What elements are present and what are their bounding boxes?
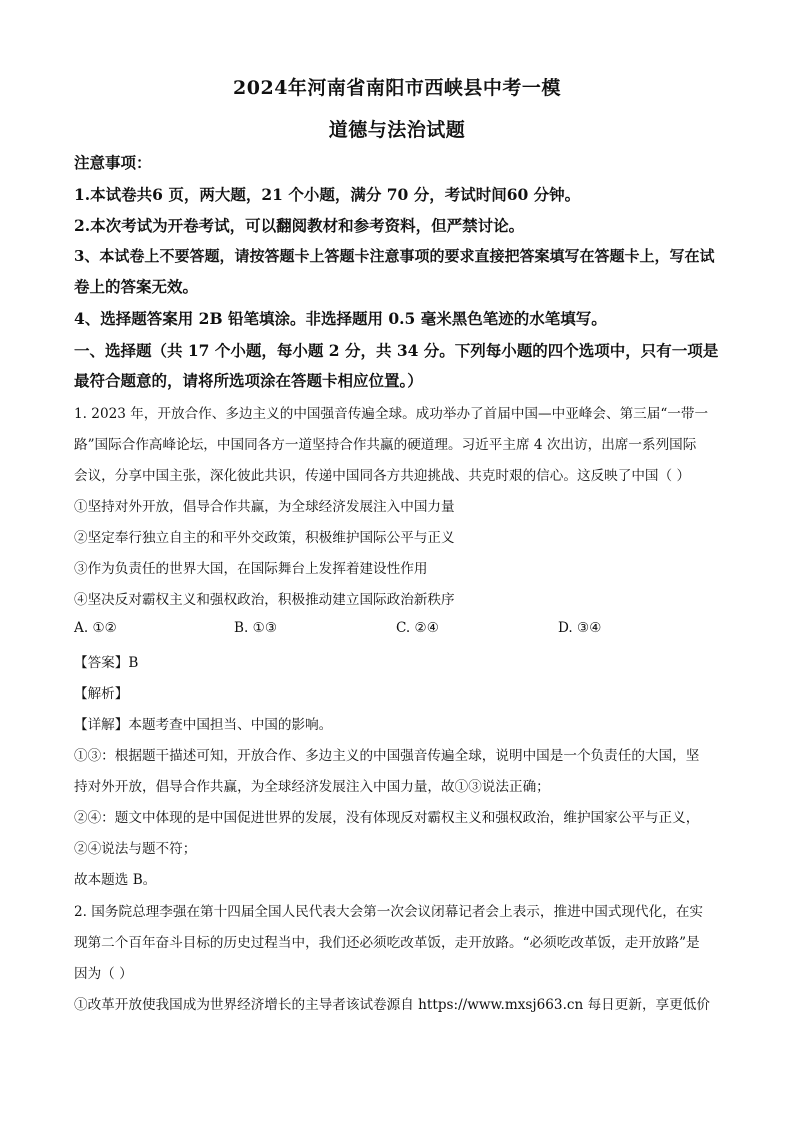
q1-detail: 持对外开放，倡导合作共赢，为全球经济发展注入中国力量，故①③说法正确； (74, 779, 550, 795)
q2-stem: 2. 国务院总理李强在第十四届全国人民代表大会第一次会议闭幕记者会上表示，推进中国式现代化，在实 (74, 904, 704, 920)
q1-detail: 【详解】本题考查中国担当、中国的影响。 (74, 717, 333, 733)
q1-stem: 1. 2023 年，开放合作、多边主义的中国强音传遍全球。成功举办了首届中国—中亚峰会、第三届“一带一 (74, 406, 709, 422)
notes-heading: 注意事项： (74, 153, 152, 172)
exam-title: 2024年河南省南阳市西峡县中考一模 (233, 77, 561, 99)
q2-statement: ①改革开放使我国成为世界经济增长的主导者该试卷源自 https://www.mxsj663.cn 每日更新，享更低价 (74, 997, 710, 1013)
q1-analysis-label: 【解析】 (74, 686, 129, 702)
q1-option-b: B. ①③ (234, 620, 278, 636)
q1-detail: ②④：题文中体现的是中国促进世界的发展，没有体现反对霸权主义和强权政治，维护国家公平与正义， (74, 810, 700, 826)
q1-option-c: C. ②④ (396, 620, 439, 636)
note-item: 4、选择题答案用 2B 铅笔填涂。非选择题用 0.5 毫米黑色笔迹的水笔填写。 (74, 309, 607, 328)
q1-option-d: D. ③④ (558, 620, 602, 636)
q1-stem: 会议，分享中国主张，深化彼此共识，传递中国同各方共迎挑战、共克时艰的信心。这反映了中国（ ） (74, 468, 691, 484)
q2-stem: 因为（ ） (74, 966, 133, 982)
q1-answer: 【答案】B (74, 655, 139, 671)
q1-statement: ③作为负责任的世界大国，在国际舞台上发挥着建设性作用 (74, 561, 428, 577)
q1-detail: ①③：根据题干描述可知，开放合作、多边主义的中国强音传遍全球，说明中国是一个负责任的大国，坚 (74, 748, 700, 764)
q1-statement: ①坚持对外开放，倡导合作共赢，为全球经济发展注入中国力量 (74, 499, 455, 515)
q1-statement: ④坚决反对霸权主义和强权政治，积极推动建立国际政治新秩序 (74, 592, 455, 608)
note-item: 2.本次考试为开卷考试，可以翻阅教材和参考资料，但严禁讨论。 (74, 216, 525, 235)
note-item: 3、本试卷上不要答题，请按答题卡上答题卡注意事项的要求直接把答案填写在答题卡上，写在试 (74, 247, 715, 265)
section-heading-cont: 最符合题意的，请将所选项涂在答题卡相应位置。） (74, 371, 423, 390)
q1-option-a: A. ①② (74, 620, 117, 636)
note-item: 卷上的答案无效。 (74, 277, 199, 296)
section-heading: 一、选择题（共 17 个小题，每小题 2 分，共 34 分。下列每小题的四个选项中，只有一项是 (74, 341, 719, 360)
q1-detail: 故本题选 B。 (74, 872, 157, 888)
q1-statement: ②坚定奉行独立自主的和平外交政策，积极维护国际公平与正义 (74, 530, 455, 546)
exam-subject: 道德与法治试题 (328, 119, 466, 141)
note-item: 1.本试卷共6 页，两大题，21 个小题，满分 70 分，考试时间60 分钟。 (74, 185, 581, 204)
q1-stem: 路”国际合作高峰论坛，中国同各方一道坚持合作共赢的硬道理。习近平主席 4 次出访，出席一系列国际 (74, 437, 697, 453)
q2-stem: 现第二个百年奋斗目标的历史过程当中，我们还必须吃改革饭，走开放路。“必须吃改革饭，走开放路”是 (74, 935, 700, 951)
q1-detail: ②④说法与题不符； (74, 841, 197, 857)
